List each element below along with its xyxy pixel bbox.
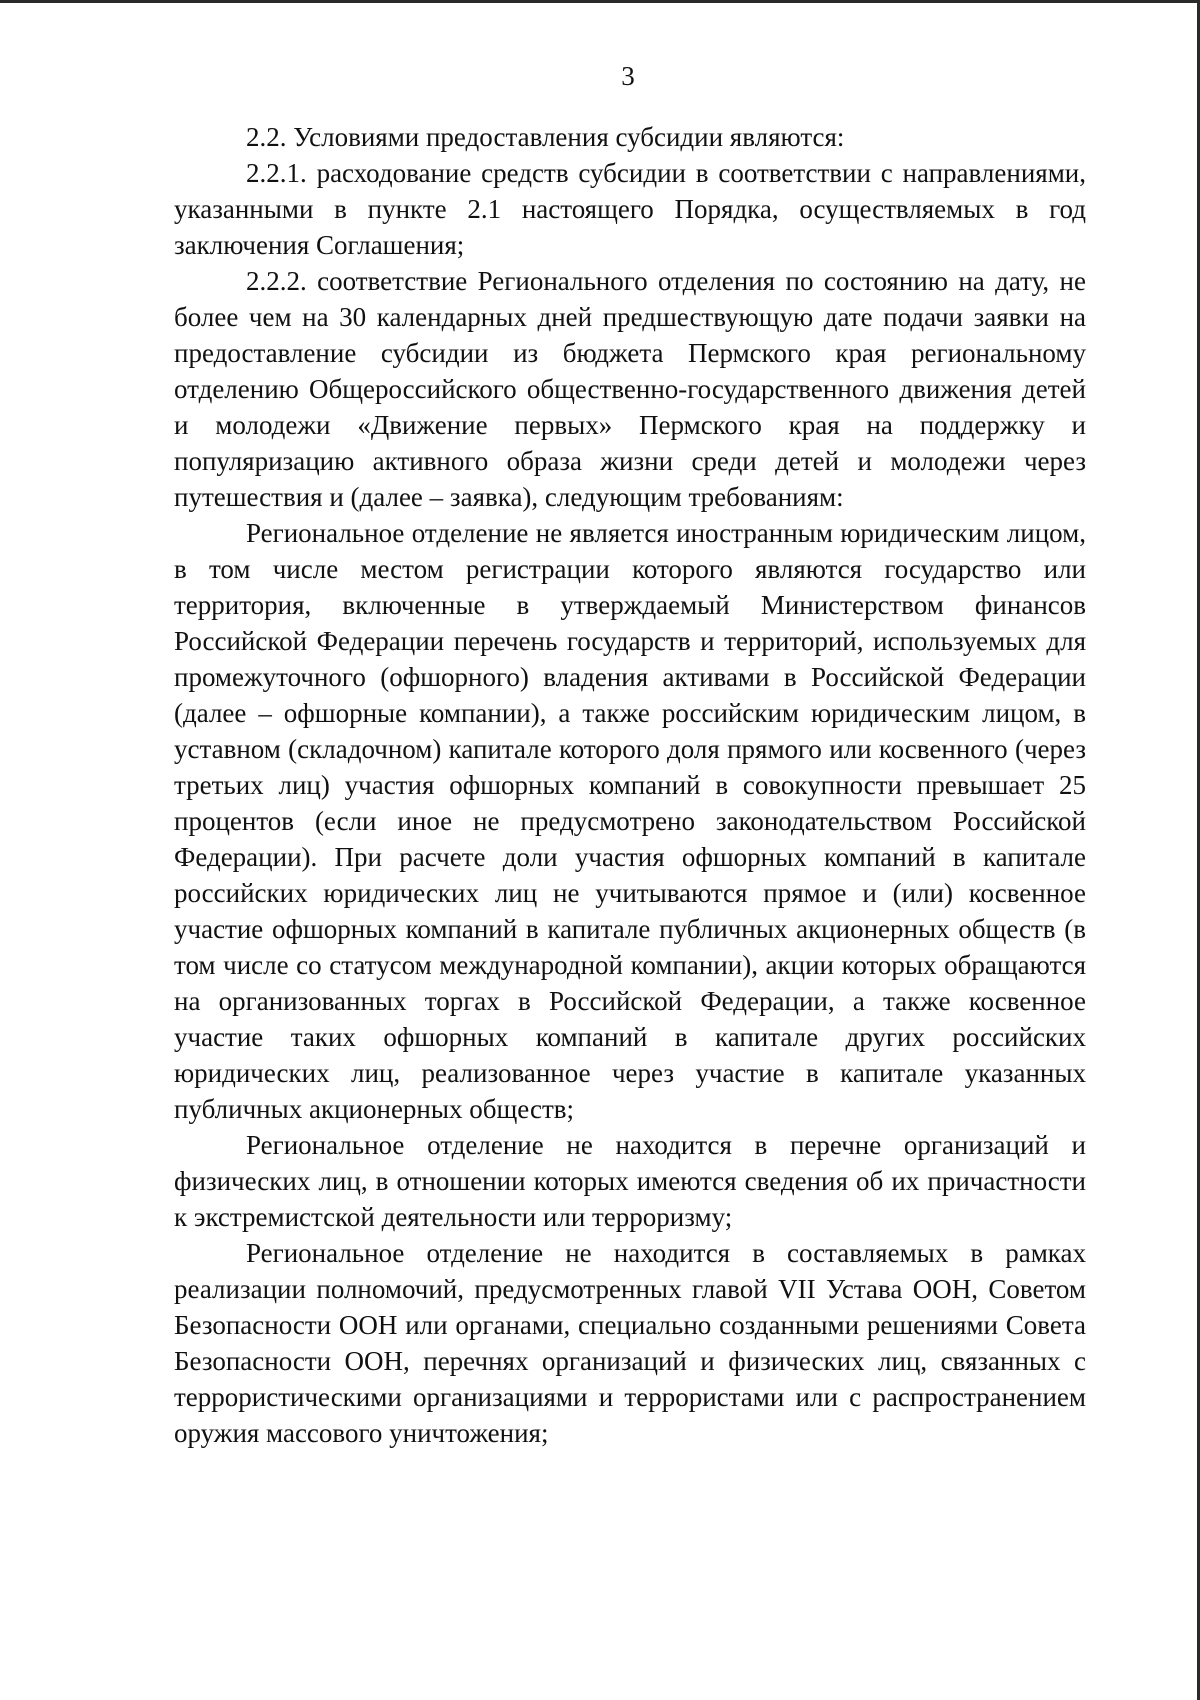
page-number: 3 <box>621 61 635 91</box>
paragraph-un-sanctions-requirement: Региональное отделение не находится в составляемых в рамках реализации полномочий, предусмотренных главой VII Устава ООН, Советом Безопасности ООН или органами, специально созданными решениями Совета Безопасности ООН, перечнях организаций и физических лиц, связанных с террористическими организациями и террористами или с распространением оружия массового уничтожения; <box>174 1238 1086 1448</box>
document-body <box>174 119 1086 1451</box>
paragraph-2-2-1: 2.2.1. расходование средств субсидии в соответствии с направлениями, указанными в пункте 2.1 настоящего Порядка, осуществляемых в год заключения Соглашения; <box>174 158 1086 260</box>
scan-border-top <box>0 0 1200 3</box>
paragraph-extremism-requirement: Региональное отделение не находится в перечне организаций и физических лиц, в отношении которых имеются сведения об их причастности к экстремистской деятельности или терроризму; <box>174 1130 1086 1232</box>
paragraph-offshore-requirement: Региональное отделение не является иностранным юридическим лицом, в том числе местом регистрации которого являются государство или территория, включенные в утверждаемый Министерством финансов Российской Федерации перечень государств и территорий, используемых для промежуточного (офшорного) владения активами в Российской Федерации (далее – офшорные компании), а также российским юридическим лицом, в уставном (складочном) капитале которого доля прямого или косвенного (через третьих лиц) участия офшорных компаний в совокупности превышает 25 процентов (если иное не предусмотрено законодательством Российской Федерации). При расчете доли участия офшорных компаний в капитале российских юридических лиц не учитываются прямое и (или) косвенное участие офшорных компаний в капитале публичных акционерных обществ (в том числе со статусом международной компании), акции которых обращаются на организованных торгах в Российской Федерации, а также косвенное участие таких офшорных компаний в капитале других российских юридических лиц, реализованное через участие в капитале указанных публичных акционерных обществ; <box>174 518 1086 1124</box>
paragraph-2-2-2: 2.2.2. соответствие Регионального отделения по состоянию на дату, не более чем на 30 календарных дней предшествующую дате подачи заявки на предоставление субсидии из бюджета Пермского края региональному отделению Общероссийского общественно-государственного движения детей и молодежи «Движение первых» Пермского края на поддержку и популяризацию активного образа жизни среди детей и молодежи через путешествия и (далее – заявка), следующим требованиям: <box>174 266 1086 512</box>
paragraph-2-2: 2.2. Условиями предоставления субсидии являются: <box>246 122 845 152</box>
